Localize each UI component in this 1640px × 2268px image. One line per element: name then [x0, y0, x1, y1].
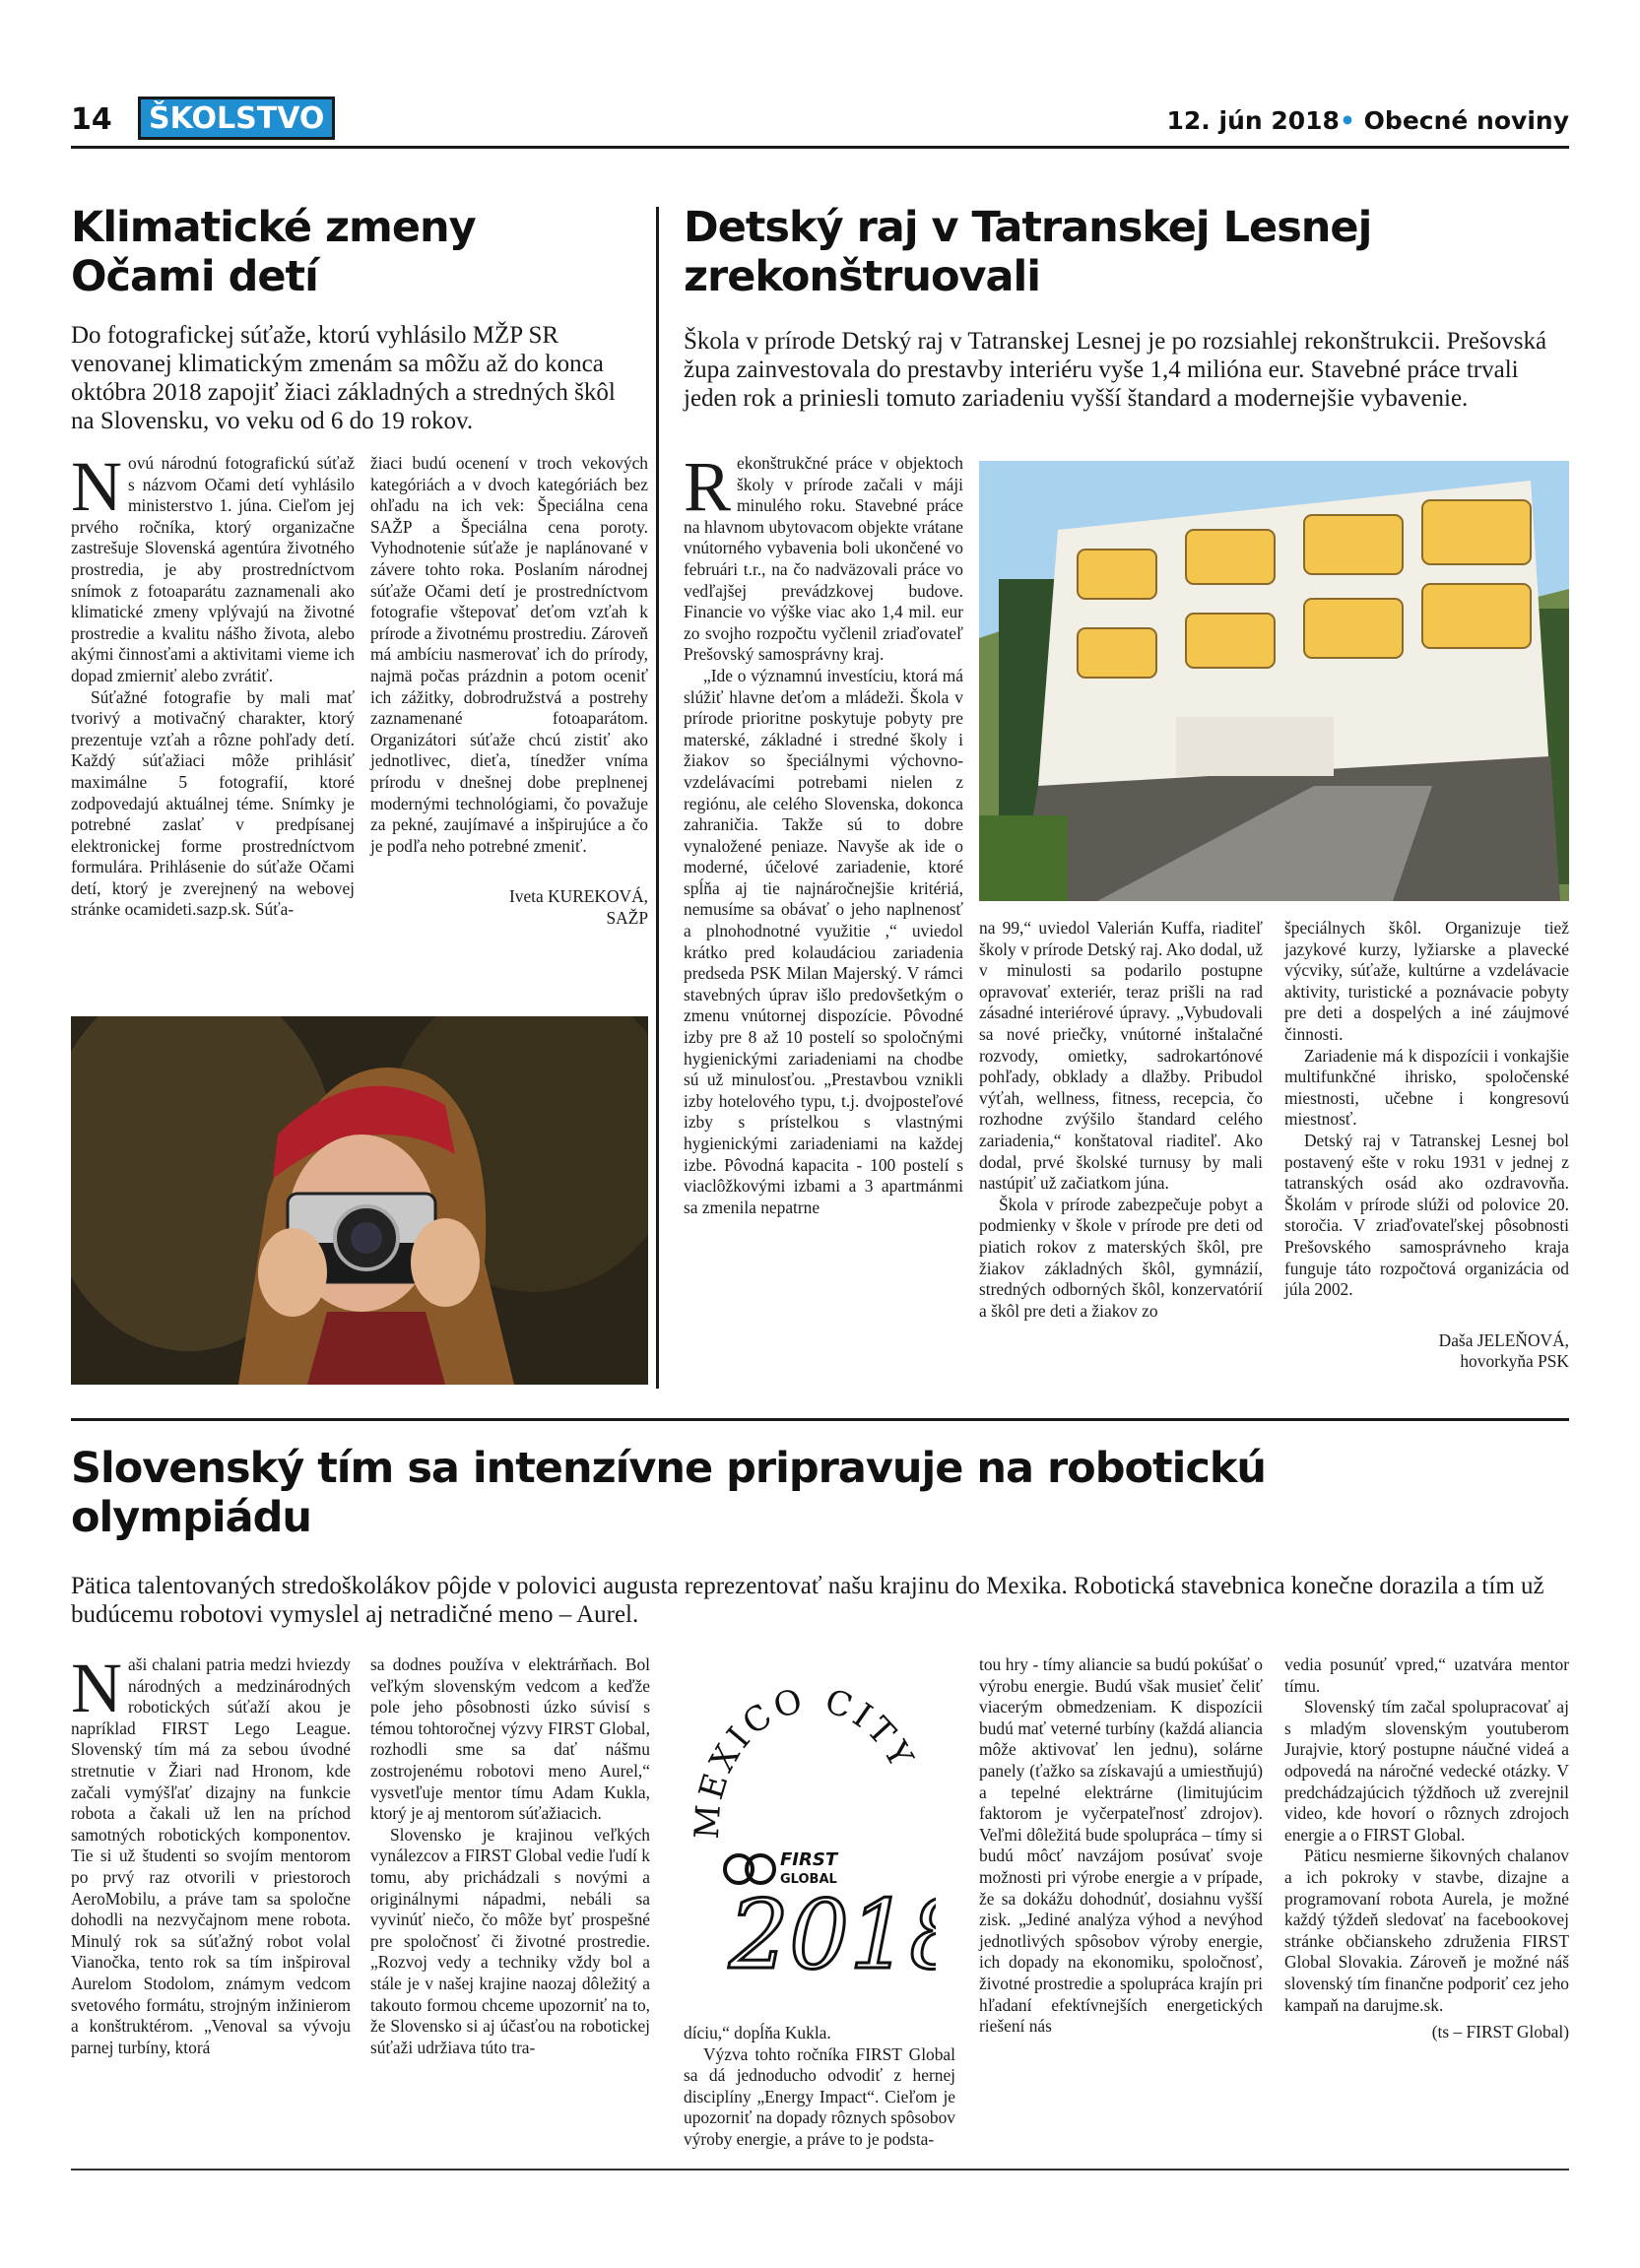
article3-author: (ts – FIRST Global): [1431, 2022, 1569, 2042]
article1-author: [370, 886, 648, 929]
issue-date: 12. jún 2018: [1166, 106, 1340, 135]
article3-paragraph: Slovensko je krajinou veľkých vynálezcov a FIRST Global vedie ľudí k tomu, aby prichádzali s novými a originálnymi nápadmi, nebáli sa vyvinúť niečo, čo môže byť prospešné pre spoločnosť či životné prostredie. „Rozvoj vedy a techniky vždy bol a stále je v našej krajine naozaj dôležitý a takouto formou chceme upozorniť na to, že Slovensko si aj účasťou na robotickej súťaži udržiava túto tra-: [370, 1824, 650, 2057]
article2-column-3: [1284, 918, 1569, 1373]
article3-column-5: [1284, 1654, 1569, 2043]
photo-building-detsky-raj: [979, 461, 1569, 901]
article2-headline-line2: zrekonštruovali: [684, 252, 1041, 301]
column-divider: [656, 207, 659, 1389]
drop-cap: N: [71, 447, 122, 526]
author-org: hovorkyňa PSK: [1460, 1351, 1569, 1372]
svg-text:MEXICO CITY: [689, 1680, 922, 1840]
article2-headline-line1: Detský raj v Tatranskej Lesnej: [684, 203, 1372, 252]
article2-paragraph: Detský raj v Tatranskej Lesnej bol postavený ešte v roku 1931 v jednej z tatranských osád ako ozdravovňa. Školám v prírode slúži od polovice 20. storočia. V zriaďovateľskej pôsobnosti Prešovského samosprávneho kraja funguje táto rozpočtová organizácia od júla 2002.: [1284, 1130, 1569, 1300]
article3-paragraph: Výzva tohto ročníka FIRST Global sa dá jednoducho odvodiť z hernej disciplíny „Energy Impact“. Cieľom je upozorniť na dopady rôznych spôsobov výroby energie, a práve to je podsta-: [684, 2043, 955, 2149]
article2-paragraph: „Ide o významnú investíciu, ktorá má slúžiť hlavne deťom a mládeži. Škola v prírode prioritne poskytuje pobyty pre materské, základné i stredné školy i žiakov so špeciálnymi výchovno-vzdelávacími potrebami nielen z regiónu, ale celého Slovenska, dokonca zahraničia. Takže sú to dobre vynaložené peniaze. Navyše ak ide o moderné, účelové zariadenie, ktoré spĺňa aj tie najnáročnejšie kritériá, nemusíme sa obávať o jeho naplnenosť a plnohodnotné využitie ,“ uviedol krátko pred kolaudáciou zariadenia predseda PSK Milan Majerský. V rámci stavebných úprav išlo predovšetkým o zmenu vnútornej dispozície. Pôvodné izby pre 8 až 10 postelí so spoločnými hygienickými zariadeniami na chodbe sú už minulosťou. „Prestavbou vznikli izby hotelového typu, t.j. dvojposteľové izby s prístelkou s vlastnými hygienickými zariadeniami na každej izbe. Pôvodná kapacita - 100 postelí s viaclôžkovými izbami a 3 apartmánmi sa zmenila nepatrne: [684, 665, 963, 1217]
article1-lead: Do fotografickej súťaže, ktorú vyhlásilo MŽP SR venovanej klimatickým zmenám sa môžu až do konca októbra 2018 zapojiť žiaci základných a stredných škôl na Slovensku, vo veku od 6 do 19 rokov.: [71, 322, 616, 434]
author-name: Iveta KUREKOVÁ,: [508, 886, 648, 907]
article1-paragraph: žiaci budú ocenení v troch vekových kategóriách a v dvoch kategóriách bez ohľadu na ich vek: Špeciálna cena SAŽP a Špeciálna cena poroty. Vyhodnotenie súťaže je naplánované v závere tohto roka. Poslaním národnej súťaže Očami detí je prostredníctvom fotografie vštepovať deťom vzťah k prírode a životnému prostrediu. Zároveň má ambíciu nasmerovať ich do prírody, najmä počas prázdnin a potom oceniť ich zážitky, dobrodružstvá a postrehy zaznamenané fotoaparátom. Organizátori súťaže chcú zistiť ako jednotlivec, dieťa, tínedžer vníma prírodu v dnešnej dobe preplnenej modernými technológiami, čo považuje za pekné, zaujímavé a inšpirujúce a čo je podľa neho potrebné zmeniť.: [370, 453, 648, 856]
article2-paragraph: Zariadenie má k dispozícii i vonkajšie multifunkčné ihrisko, spoločenské miestnosti, učebne i kongresovú miestnosť.: [1284, 1045, 1569, 1130]
article2-paragraph: na 99,“ uviedol Valerián Kuffa, riaditeľ školy v prírode Detský raj. Ako dodal, už v minulosti sa podarilo postupne opravovať exteriér, teraz prišli na rad zásadné interiérové úpravy. „Vybudovali sa nové priečky, vnútorné inštalačné rozvody, omietky, sadrokartónové pohľady, obklady a dlažby. Pribudol výťah, wellness, fitness, recepcia, čo rozhodne zvýšilo štandard celého zariadenia,“ konštatoval riaditeľ. Ako dodal, prvé školské turnusy by mali nastúpiť už začiatkom júna.: [979, 918, 1263, 1194]
article1-paragraph: ovú národnú fotografickú súťaž s názvom Očami detí vyhlásilo ministerstvo 1. júna. Cieľom jej prvého ročníka, ktorý organizačne zastrešuje Slovenská agentúra životného prostredia, je aby prostredníctvom snímok z fotoaparátu zaznamenali ako klimatické zmeny vplývajú na životné prostredie a kvalitu nášho života, alebo akými činnosťami a aktivitami vieme ich dopad zmierniť alebo zvrátiť.: [71, 453, 355, 685]
article1-headline: [71, 203, 476, 301]
article3-paragraph: sa dodnes používa v elektrárňach. Bol veľkým slovenským vedcom a keďže pole jeho pôsobnosti úzko súvisí s témou tohtoročnej výzvy FIRST Global, rozhodli sme sa dať nášmu zostrojenému robotovi meno Aurel,“ vysvetľuje mentor tímu Adam Kukla, ktorý je aj mentorom súťažiacich.: [370, 1654, 650, 1824]
author-name: Daša JELEŇOVÁ,: [1438, 1329, 1569, 1350]
article3-paragraph: vedia posunúť vpred,“ uzatvára mentor tímu.: [1284, 1654, 1569, 1696]
logo-brand-first: FIRST: [780, 1849, 838, 1870]
article3-column-2: [370, 1654, 650, 2058]
article3-paragraph: tou hry - tímy aliancie sa budú pokúšať o výrobu energie. Budú však musieť čeliť viacerým obmedzeniam. K dispozícii budú mať veterné turbíny (každá aliancia môže aktivovať len jednu), solárne panely (ťažko sa získavajú a umiestňujú) a tepelné elektrárne (limitujúcim faktorom je vyčerpateľnosť zdrojov). Veľmi dôležitá bude spolupráca – tímy si budú môcť navzájom posúvať svoje možnosti pri výrobe energie a v prípade, že sa dokážu dohodnúť, dosiahnu vyšší zisk. „Jediné analýza výhod a nevýhod jednotlivých spôsobov výroby energie, ich dopady na ekonomiku, spoločnosť, životné prostredie a spolupráca krajín pri hľadaní efektívnejších energetických riešení nás: [979, 1654, 1263, 2037]
drop-cap: R: [684, 447, 732, 526]
article2-headline: [684, 203, 1371, 301]
article1-headline-line1: Klimatické zmeny: [71, 203, 476, 252]
publication-name: Obecné noviny: [1363, 106, 1569, 135]
article2-paragraph: Škola v prírode zabezpečuje pobyt a podmienky v škole v prírode pre deti od piatich rokov z materských škôl, pre žiakov základných škôl, gymnázií, stredných odborných škôl, konzervatórií a škôl pre deti a žiakov zo: [979, 1194, 1263, 1321]
article3-lead: Pätica talentovaných stredoškolákov pôjde v polovici augusta reprezentovať našu krajinu do Mexika. Robotická stavebnica konečne dorazila a tím už budúcemu robotovi vymyslel aj netradičné meno – Aurel.: [71, 1573, 1544, 1628]
article2-paragraph: ekonštrukčné práce v objektoch školy v prírode začali v máji minulého roku. Stavebné práce na hlavnom ubytovacom objekte vrátane vnútorného vybavenia boli ukončené vo februári t.r., na čo nadväzovali práce vo vedľajšej prevádzkovej budove. Financie vo výške viac ako 1,4 mil. eur zo svojho rozpočtu vyčlenil zriaďovateľ Prešovský samosprávny kraj.: [684, 453, 963, 665]
article3-paragraph: aši chalani patria medzi hviezdy národných a medzinárodných robotických súťaží akou je napríklad FIRST Lego League. Slovenský tím má za sebou úvodné stretnutie v Žiari nad Hronom, kde začali vymýšľať dizajny na funkcie robota a čakali už len na príchod samotných robotických komponentov. Tie si už študenti so svojím mentorom po prvý raz otvorili v priestoroch AeroMobilu, a práve tam sa spoločne dohodli na nezvyčajnom mene robota. Minulý rok sa súťažný robot volal Vianočka, tento rok sa tím inšpiroval Aurelom Stodolom, známym vedcom svetového formátu, strojným inžinierom a konštruktérom. „Venoval sa vývoju parnej turbíny, ktorá: [71, 1654, 351, 2057]
article3-paragraph: Päticu nesmierne šikovných chalanov a ich pokroky v stavbe, dizajne a programovaní robota Aurela, je možné každý týždeň sledovať na facebookovej stránke občianskeho združenia FIRST Global Slovakia. Zároveň je možné náš slovenský tím finančne podporiť cez jeho kampaň na darujme.sk.: [1284, 1846, 1569, 2015]
article3-column-4: [979, 1654, 1263, 2038]
article1-column-2: [370, 453, 648, 929]
article2-column-2: [979, 918, 1263, 1322]
dateline-bullet: •: [1339, 106, 1355, 135]
dateline: [1167, 106, 1569, 135]
logo-year: 201: [729, 1880, 910, 1990]
article2-column-1: [684, 447, 963, 1218]
article1-column-1: [71, 447, 355, 921]
article3-headline-line2: olympiádu: [71, 1493, 312, 1542]
first-global-mexico-city-logo: [689, 1672, 936, 2007]
article1-headline-line2: Očami detí: [71, 252, 318, 301]
photo-girl-with-camera: [71, 1016, 648, 1385]
article3-column-1: [71, 1649, 351, 2058]
article3-paragraph: díciu,“ dopĺňa Kukla.: [684, 2023, 831, 2042]
footer-rule: [71, 2169, 1569, 2171]
logo-city-text: MEXICO CITY: [689, 1680, 923, 1841]
header-rule: [71, 146, 1569, 149]
author-org: SAŽP: [606, 907, 648, 928]
article3-headline: [71, 1444, 1266, 1542]
drop-cap: N: [71, 1649, 122, 1727]
article3-column-3: [684, 2023, 955, 2151]
section-divider: [71, 1418, 1569, 1421]
logo-brand-global: GLOBAL: [780, 1872, 837, 1887]
page-number: 14: [71, 102, 112, 137]
section-label: ŠKOLSTVO: [138, 97, 335, 140]
article3-headline-line1: Slovenský tím sa intenzívne pripravuje na robotickú: [71, 1444, 1267, 1493]
article3-paragraph: Slovenský tím začal spolupracovať aj s mladým slovenským youtuberom Jurajvie, ktorý postupne náučné videá a odpovedá na náročné vedecké otázky. V predchádzajúcich týždňoch už zverejnil video, kde hovorí o rôznych zdrojoch energie a o FIRST Global.: [1284, 1697, 1569, 1845]
article1-paragraph: Súťažné fotografie by mali mať tvorivý a motivačný charakter, ktorý prezentuje vzťah a rôzne pohľady detí. Každý súťažiaci môže prihlásiť maximálne 5 fotografií, ktoré zodpovedajú aktuálnej téme. Snímky je potrebné zaslať v predpísanej elektronickej forme prostredníctvom formulára. Prihlásenie do súťaže Očami detí, ktorý je zverejnený na webovej stránke ocamideti.sazp.sk. Súťa-: [71, 686, 355, 920]
article2-paragraph: špeciálnych škôl. Organizuje tiež jazykové kurzy, lyžiarske a plavecké výcviky, súťaže, kultúrne a vzdelávacie aktivity, turistické a poznávacie pobyty pre deti a dospelých a iné záujmové činnosti.: [1284, 918, 1569, 1044]
article2-lead: Škola v prírode Detský raj v Tatranskej Lesnej je po rozsiahlej rekonštrukcii. Prešovská župa zainvestovala do prestavby interiéru vyše 1,4 milióna eur. Stavebné práce trvali jeden rok a priniesli tomuto zariadeniu vyšší štandard a modernejšie vybavenie.: [684, 328, 1547, 412]
article2-author: [1284, 1330, 1569, 1373]
